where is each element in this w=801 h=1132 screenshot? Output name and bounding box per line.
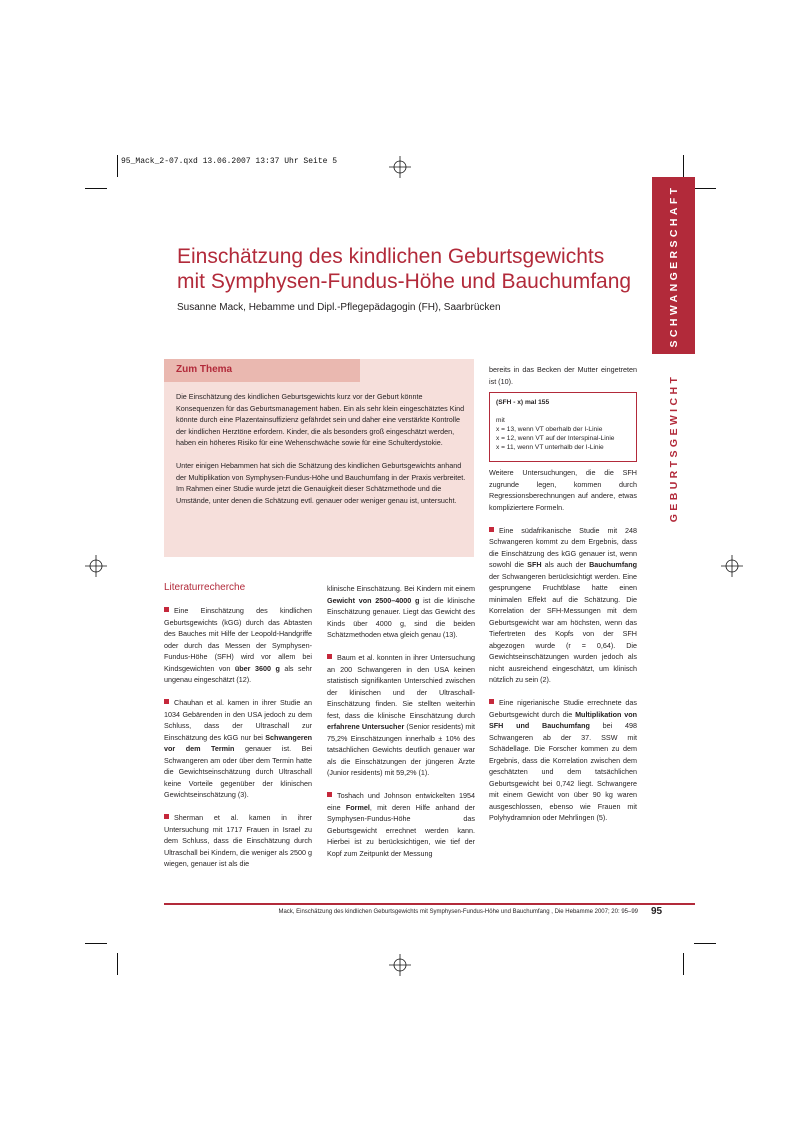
formula-heading: (SFH - x) mal 155	[496, 399, 550, 406]
registration-mark-icon	[389, 156, 411, 178]
formula-mit: mit	[496, 417, 505, 424]
paragraph: Eine nigerianische Studie errechnete das Geburtsgewicht durch die Multiplikation von SFH und Bauchumfang bei 498 Schwangeren ab der 37. SSW mit Schädellage. Die Forscher kommen zu dem Ergebnis, dass die Korrelation zwischen dem geschätzten und dem tatsächlichen Geburtsgewicht bei 0,742 liegt. Schwangere mit einem Gewicht von über 90 kg waren ausgeschlossen, ebenso wie Frauen mit Polyhydramnion oder Mehrlingen (5).	[489, 698, 638, 822]
paragraph: klinische Einschätzung. Bei Kindern mit einem Gewicht von 2500–4000 g ist die klinische Einschätzung genauer. Liegt das Gewicht des Kinds über 4000 g, sind die beiden Schätzmethoden etwa gleich genau (13).	[327, 584, 475, 639]
formula-line: x = 13, wenn VT oberhalb der I-Linie	[496, 426, 603, 433]
paragraph: Eine südafrikanische Studie mit 248 Schwangeren kommt zu dem Ergebnis, dass die Einschätzung des kGG genauer ist, wenn sowohl die SFH als auch der Bauchumfang der Schwangeren berücksichtigt werden. Eine gesprungene Fruchtblase hatte einen minimalen Effekt auf die Schätzung. Die Korrelation der SFH-Messungen mit dem Geburtsgewicht war am höchsten, wenn das Tiefertreten des Kopfs von der SFH abgezogen wurde (r = 0,64). Die Gewichtseinschätzungen wurden jedoch als nicht ausreichend eingeschätzt, um klinisch nützlich zu sein (2).	[489, 525, 637, 684]
crop-mark	[694, 943, 716, 944]
crop-mark	[117, 155, 118, 177]
formula-line: x = 11, wenn VT unterhalb der I-Linie	[496, 444, 604, 451]
bullet-square-icon	[164, 814, 169, 819]
topic-box-text	[176, 391, 468, 506]
paragraph: bereits in das Becken der Mutter eingetreten ist (10).	[489, 365, 637, 386]
bullet-square-icon	[164, 607, 169, 612]
section-tab-label: SCHWANGERSCHAFT	[667, 184, 680, 347]
registration-mark-icon	[721, 555, 743, 577]
section-tab	[652, 177, 695, 354]
paragraph: Toshach und Johnson entwickelten 1954 eine Formel, mit deren Hilfe anhand der Symphysen-Fundus-Höhe das Geburtsgewicht errechnet werden kann. Hierbei ist zu berücksichtigen, wie tief der Kopf zum Zeitpunkt der Messung	[327, 791, 475, 858]
crop-mark	[85, 943, 107, 944]
crop-mark	[85, 188, 107, 189]
bullet-square-icon	[489, 699, 494, 704]
column-3	[489, 467, 637, 835]
article-author: Susanne Mack, Hebamme und Dipl.-Pflegepädagogin (FH), Saarbrücken	[177, 302, 501, 313]
bullet-square-icon	[164, 699, 169, 704]
formula-box	[489, 392, 637, 462]
article-title	[177, 244, 637, 294]
topic-tab	[652, 365, 695, 530]
crop-mark	[694, 188, 716, 189]
paragraph: Baum et al. konnten in ihrer Untersuchung an 200 Schwangeren in den USA keinen statistisch signifikanten Unterschied zwischen der klinischen und der Ultraschall-Einschätzung finden. Sie stellten weiterhin fest, dass die klinische Einschätzung durch erfahrene Untersucher (Senior residents) mit 75,2% Einschätzungen innerhalb ± 10% des tatsächlichen Gewichts deutlich genauer war als die Einschätzungen der jüngeren Ärzte (Junior residents) mit 59,2% (1).	[327, 653, 475, 777]
formula-line: x = 12, wenn VT auf der Interspinal-Linie	[496, 435, 615, 442]
topic-box-heading: Zum Thema	[176, 364, 233, 375]
column-1	[164, 605, 312, 881]
crop-mark	[683, 155, 684, 177]
print-slug: 95_Mack_2-07.qxd 13.06.2007 13:37 Uhr Seite 5	[121, 157, 338, 166]
topic-box-paragraph: Unter einigen Hebammen hat sich die Schätzung des kindlichen Geburtsgewichts anhand der Multiplikation von Symphysen-Fundus-Höhe und Bauchumfang in der Praxis verbreitet. Im Rahmen einer Studie wurde jetzt die Genauigkeit dieser Schätzmethode und die Umstände, unter denen die Schätzung evtl. genauer oder weniger genau ist, untersucht.	[176, 460, 466, 505]
article-title-line-2: mit Symphysen-Fundus-Höhe und Bauchumfang	[177, 270, 632, 293]
topic-box-paragraph: Die Einschätzung des kindlichen Geburtsgewichts kurz vor der Geburt könnte Konsequenzen für das Geburtsmanagement haben. Ein als sehr klein eingeschätztes Kind könnte durch eine Plazentainsuffizienz gefährdet sein und daher eine verstärkte Kontrolle der kindlichen Herztöne erfordern. Kinder, die als besonders groß eingeschätzt werden, haben ein höheres Risiko für eine Wehenschwäche sowie für eine Schulterdystokie.	[176, 392, 465, 448]
article-title-line-1: Einschätzung des kindlichen Geburtsgewichts	[177, 245, 605, 268]
section-heading: Literaturrecherche	[164, 582, 246, 593]
paragraph: Weitere Untersuchungen, die die SFH zugrunde legen, kommen durch Regressionsberechnungen auf andere, etwas kompliziertere Formeln.	[489, 468, 637, 512]
topic-box	[164, 359, 474, 557]
bullet-square-icon	[489, 527, 494, 532]
bullet-square-icon	[327, 792, 332, 797]
column-2	[327, 583, 475, 871]
registration-mark-icon	[85, 555, 107, 577]
paragraph: Sherman et al. kamen in ihrer Untersuchung mit 1717 Frauen in Israel zu dem Schluss, dass die Einschätzung durch Ultraschall bei Kindern, die weniger als 2500 g wiegen, genauer ist als die	[164, 813, 312, 868]
paragraph: Eine Einschätzung des kindlichen Geburtsgewichts (kGG) durch das Abtasten des Bauches mit Hilfe der Leopold-Handgriffe oder durch das Messen der Symphysen-Fundus-Höhe (SFH) wird vor allem bei Kindsgewichten von über 3600 g als sehr ungenau eingeschätzt (12).	[164, 606, 312, 684]
page-number: 95	[651, 906, 663, 917]
bullet-square-icon	[327, 654, 332, 659]
crop-mark	[683, 953, 684, 975]
crop-mark	[117, 953, 118, 975]
topic-box-header	[164, 359, 360, 382]
registration-mark-icon	[389, 954, 411, 976]
topic-tab-label: GEBURTSGEWICHT	[667, 373, 680, 522]
paragraph: Chauhan et al. kamen in ihrer Studie an 1034 Gebärenden in den USA jedoch zu dem Schluss, dass der Ultraschall zur Einschätzung des kGG nur bei Schwangeren vor dem Termin genauer ist. Bei Schwangeren am oder über dem Termin hatte die Gewichtseinschätzung durch Ultraschall keine Vorteile gegenüber der klinischen Gewichtseinschätzung (3).	[164, 698, 312, 799]
footer-citation: Mack, Einschätzung des kindlichen Geburtsgewichts mit Symphysen-Fundus-Höhe und Bauchumfang , Die Hebamme 2007; 20: 95–99	[278, 909, 638, 915]
footer-rule	[164, 903, 695, 905]
